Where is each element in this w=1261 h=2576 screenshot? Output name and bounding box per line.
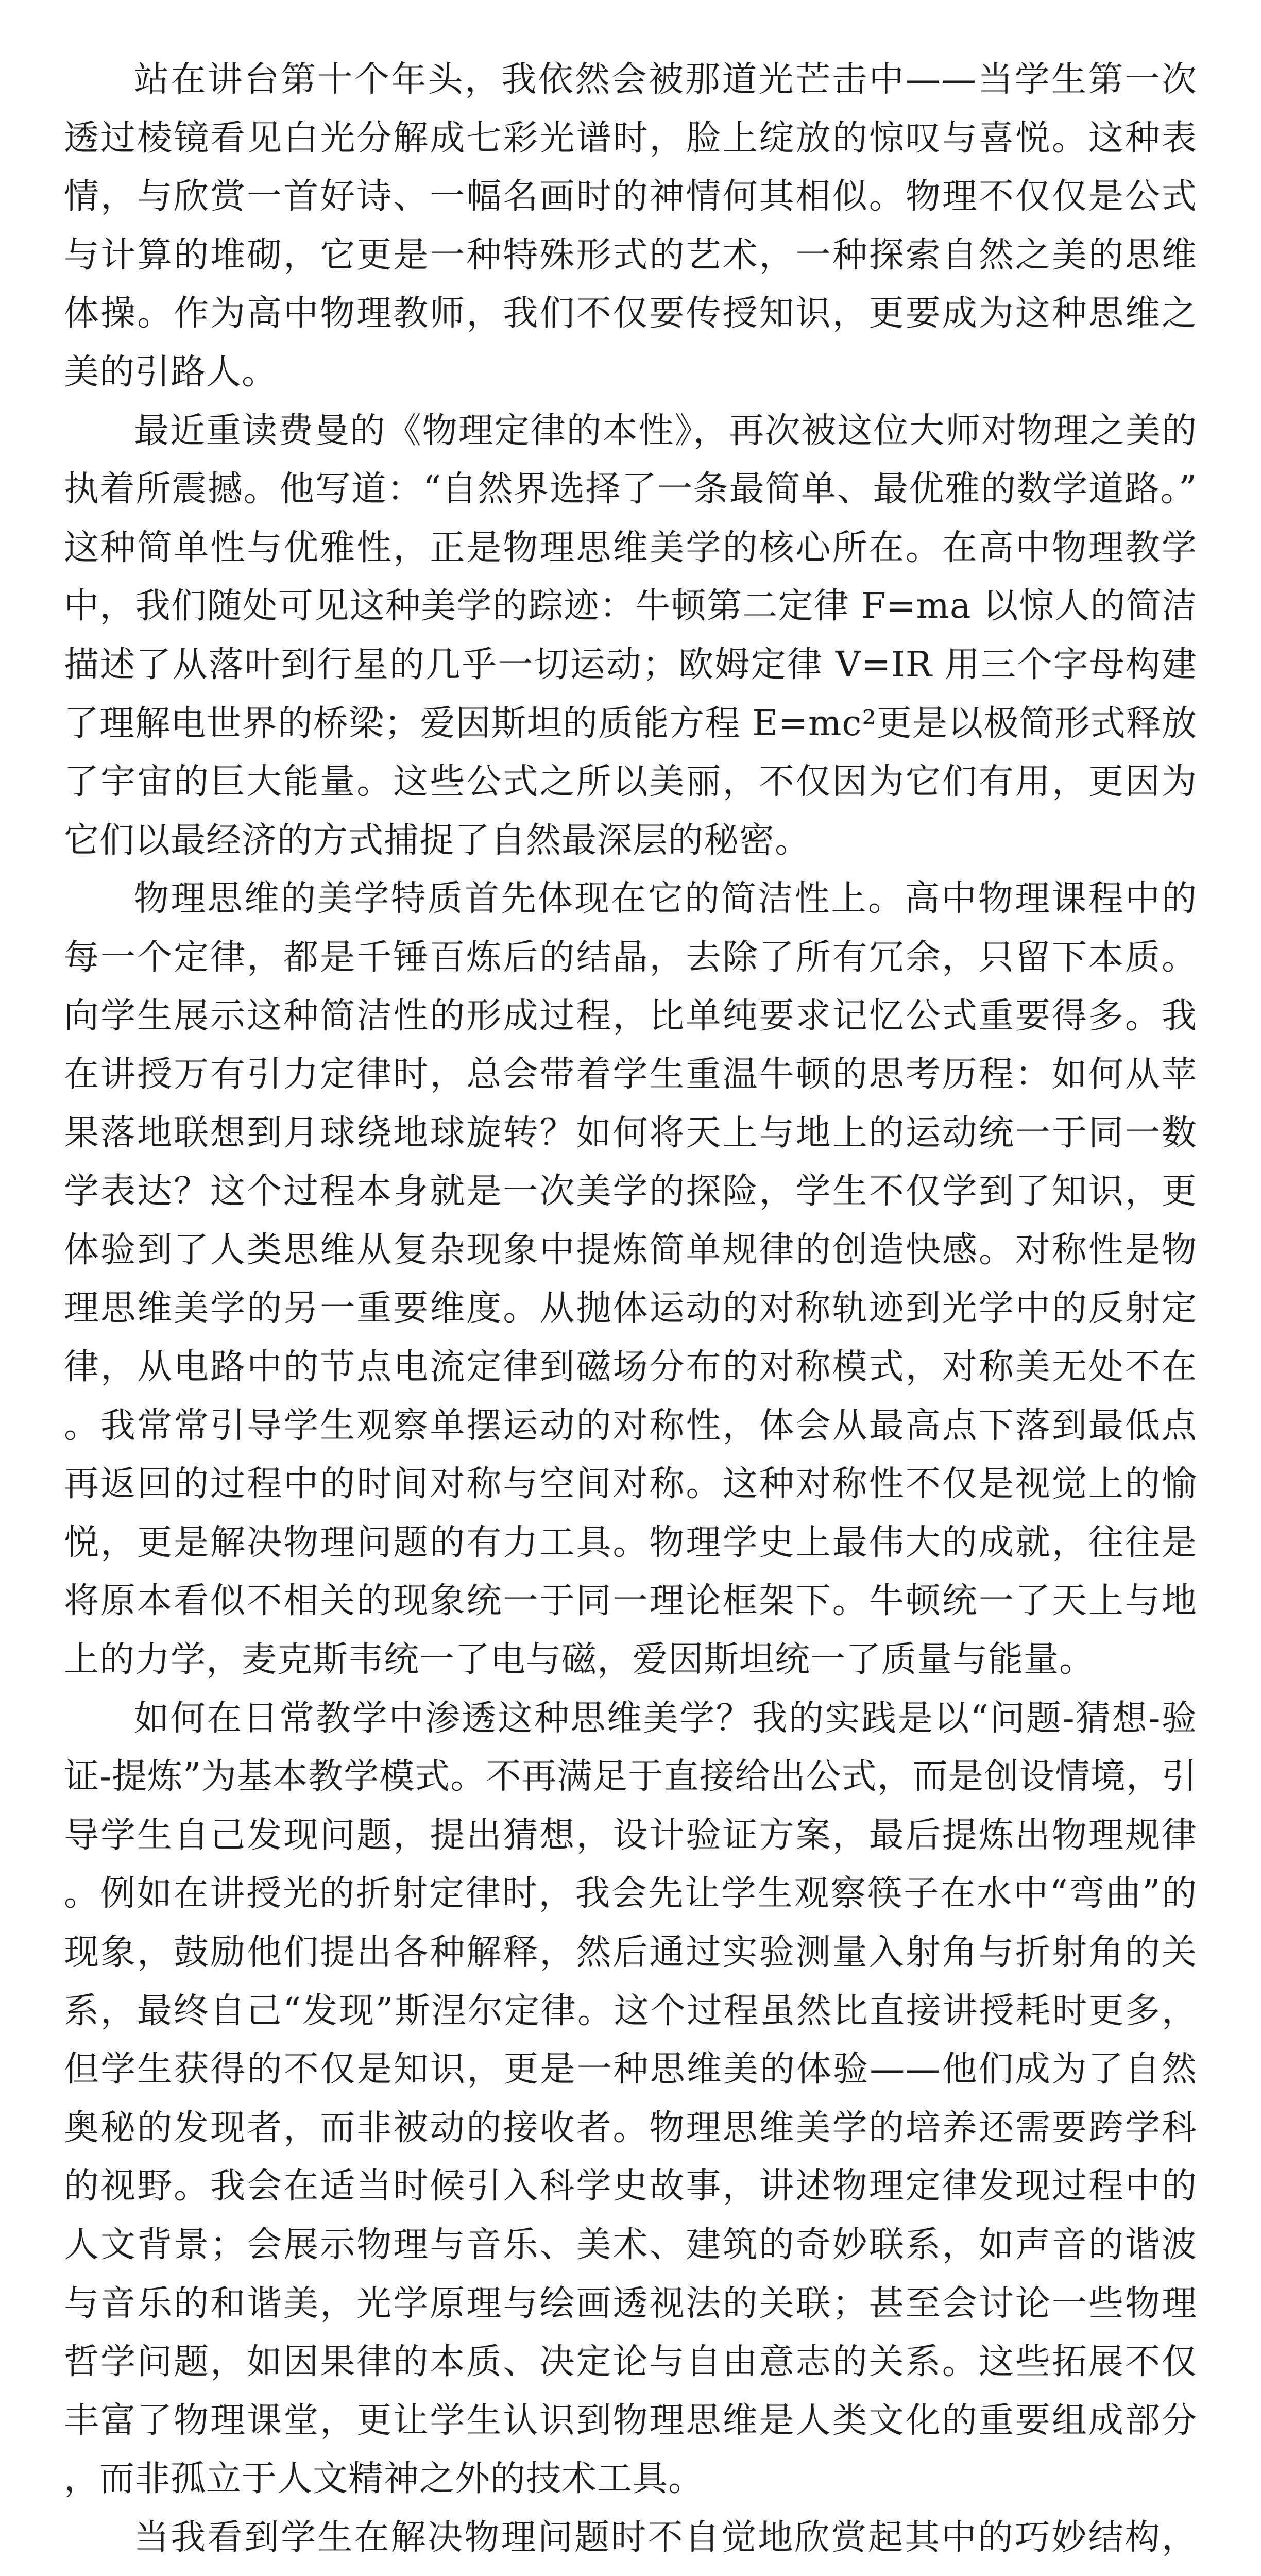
paragraph-5: 当我看到学生在解决物理问题时不自觉地欣赏起其中的巧妙结构， (134, 2517, 1197, 2558)
paragraph-1: 站在讲台第十个年头，我依然会被那道光芒击中——当学生第一次透过棱镜看见白光分解成七彩光谱时，脸上绽放的惊叹与喜悦。这种表情，与欣赏一首好诗、一幅名画时的神情何其相似。物理不仅仅是公式与计算的堆砌，它更是一种特殊形式的艺术，一种探索自然之美的思维体操。作为高中物理教师，我们不仅要传授知识，更要成为这种思维之美的引路人。 (64, 59, 1197, 393)
paragraph-4: 如何在日常教学中渗透这种思维美学？我的实践是以“问题-猜想-验证-提炼”为基本教学模式。不再满足于直接给出公式，而是创设情境，引导学生自己发现问题，提出猜想，设计验证方案，最后提炼出物理规律。例如在讲授光的折射定律时，我会先让学生观察筷子在水中“弯曲”的现象，鼓励他们提出各种解释，然后通过实验测量入射角与折射角的关系，最终自己“发现”斯涅尔定律。这个过程虽然比直接讲授耗时更多，但学生获得的不仅是知识，更是一种思维美的体验——他们成为了自然奥秘的发现者，而非被动的接收者。物理思维美学的培养还需要跨学科的视野。我会在适当时候引入科学史故事，讲述物理定律发现过程中的人文背景；会展示物理与音乐、美术、建筑的奇妙联系，如声音的谐波与音乐的和谐美，光学原理与绘画透视法的关联；甚至会讨论一些物理哲学问题，如因果律的本质、决定论与自由意志的关系。这些拓展不仅丰富了物理课堂，更让学生认识到物理思维是人类文化的重要组成部分，而非孤立于人文精神之外的技术工具。 (64, 1698, 1197, 2500)
paragraph-3: 物理思维的美学特质首先体现在它的简洁性上。高中物理课程中的每一个定律，都是千锤百炼后的结晶，去除了所有冗余，只留下本质。向学生展示这种简洁性的形成过程，比单纯要求记忆公式重要得多。我在讲授万有引力定律时，总会带着学生重温牛顿的思考历程：如何从苹果落地联想到月球绕地球旋转？如何将天上与地上的运动统一于同一数学表达？这个过程本身就是一次美学的探险，学生不仅学到了知识，更体验到了人类思维从复杂现象中提炼简单规律的创造快感。对称性是物理思维美学的另一重要维度。从抛体运动的对称轨迹到光学中的反射定律，从电路中的节点电流定律到磁场分布的对称模式，对称美无处不在。我常常引导学生观察单摆运动的对称性，体会从最高点下落到最低点再返回的过程中的时间对称与空间对称。这种对称性不仅是视觉上的愉悦，更是解决物理问题的有力工具。物理学史上最伟大的成就，往往是将原本看似不相关的现象统一于同一理论框架下。牛顿统一了天上与地上的力学，麦克斯韦统一了电与磁，爱因斯坦统一了质量与能量。 (64, 878, 1197, 1681)
paragraph-2: 最近重读费曼的《物理定律的本性》，再次被这位大师对物理之美的执着所震撼。他写道：“自然界选择了一条最简单、最优雅的数学道路。”这种简单性与优雅性，正是物理思维美学的核心所在。在高中物理教学中，我们随处可见这种美学的踪迹：牛顿第二定律 F=ma 以惊人的简洁描述了从落叶到行星的几乎一切运动；欧姆定律 V=IR 用三个字母构建了理解电世界的桥梁；爱因斯坦的质能方程 E=mc²更是以极简形式释放了宇宙的巨大能量。这些公式之所以美丽，不仅因为它们有用，更因为它们以最经济的方式捕捉了自然最深层的秘密。 (64, 410, 1197, 861)
essay-body (64, 50, 1197, 2576)
